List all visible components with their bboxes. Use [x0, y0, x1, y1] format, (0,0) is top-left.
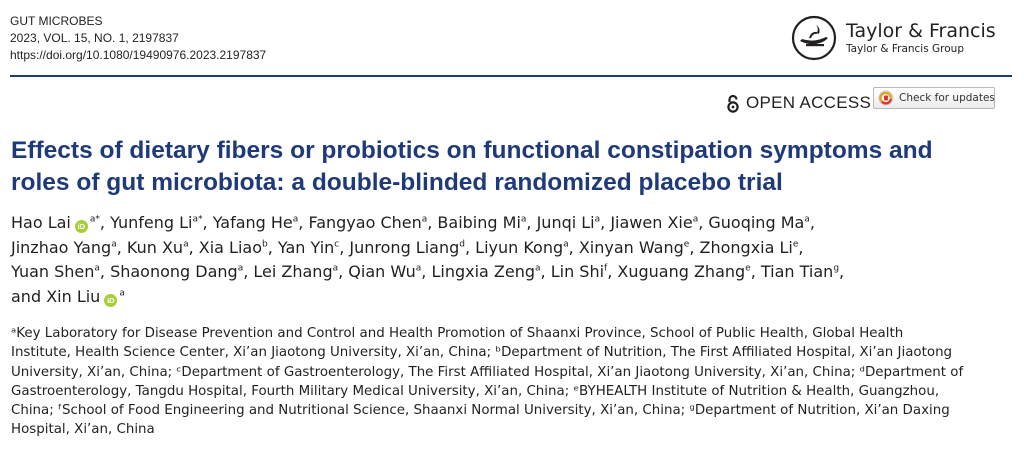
- author-superscript: f: [604, 263, 608, 274]
- author-superscript: a: [237, 263, 244, 274]
- author-line: [11, 285, 844, 310]
- affiliation-line: Hospital, Xi’an, China: [11, 422, 155, 438]
- author-name[interactable]: , Yan Yin: [267, 237, 335, 257]
- article-title: [11, 135, 1016, 199]
- author-superscript: a: [183, 239, 189, 250]
- author-separator: ,: [839, 262, 845, 281]
- author-name[interactable]: , Shaonong Dang: [99, 262, 238, 281]
- author-line: [11, 260, 844, 285]
- taylor-francis-lamp-logo-icon: [790, 14, 838, 62]
- author-superscript: a: [415, 263, 422, 274]
- author-name[interactable]: , Liyun Kong: [464, 237, 564, 257]
- author-name[interactable]: , Junrong Liang: [339, 237, 460, 257]
- author-superscript: a: [692, 214, 699, 225]
- affiliation-line: Gastroenterology, Tangdu Hospital, Fourth Military Medical University, Xi’an, China; ᵉBYHEALTH Institute of Nutrition & Health, Guangzhou,: [11, 383, 940, 399]
- author-superscript: d: [459, 239, 465, 250]
- author-name[interactable]: , Jiawen Xie: [600, 213, 693, 232]
- open-access-badge: [726, 93, 871, 113]
- journal-name: GUT MICROBES: [10, 14, 103, 28]
- author-name[interactable]: , Xuguang Zhang: [607, 262, 746, 281]
- author-superscript: a: [535, 263, 541, 274]
- author-name[interactable]: , Guoqing Ma: [698, 213, 805, 232]
- check-updates-icon: [878, 90, 894, 106]
- author-superscript: g: [833, 263, 840, 274]
- title-line: Effects of dietary fibers or probiotics on functional constipation symptoms and: [11, 137, 933, 164]
- affiliation-line: Institute, Health Science Center, Xi’an Jiaotong University, Xi’an, China; ᵇDepartment of Nutrition, The First Affiliated Hospital, Xi’an Jiaotong: [11, 345, 953, 361]
- check-for-updates-button[interactable]: [873, 87, 995, 109]
- journal-doi-link[interactable]: https://doi.org/10.1080/19490976.2023.2197837: [10, 48, 267, 62]
- author-name[interactable]: , Yunfeng Li: [99, 213, 193, 232]
- journal-info: [10, 13, 266, 64]
- author-superscript: a: [119, 288, 125, 299]
- author-list: [11, 211, 844, 309]
- author-superscript: a: [111, 239, 117, 250]
- author-superscript: e: [792, 239, 799, 250]
- publisher-group: Taylor & Francis Group: [846, 43, 964, 55]
- orcid-icon[interactable]: iD: [75, 220, 88, 233]
- author-name[interactable]: , Lingxia Zeng: [421, 262, 536, 281]
- author-superscript: a: [421, 214, 428, 225]
- author-superscript: c: [334, 239, 340, 250]
- affiliation-line: China; ᶠSchool of Food Engineering and Nutritional Science, Shaanxi Normal University, Xi’an, China; ᵍDepartment of Nutrition, Xi’an Daxing: [11, 403, 950, 419]
- orcid-icon[interactable]: iD: [104, 294, 117, 307]
- author-line: [11, 236, 844, 261]
- author-name[interactable]: , Qian Wu: [338, 262, 416, 281]
- author-name[interactable]: , Baibing Mi: [427, 213, 521, 232]
- author-name[interactable]: , Xinyan Wang: [568, 237, 684, 257]
- journal-volume: 2023, VOL. 15, NO. 1, 2197837: [10, 31, 179, 45]
- author-superscript: a: [804, 214, 810, 225]
- header-divider: [10, 75, 1012, 77]
- author-name[interactable]: , Xia Liao: [188, 237, 262, 257]
- author-name[interactable]: , Lei Zhang: [243, 262, 333, 281]
- author-separator: ,: [809, 213, 815, 232]
- author-name[interactable]: Hao Lai: [11, 213, 71, 232]
- author-superscript: e: [745, 263, 751, 274]
- author-superscript: a*: [192, 214, 203, 225]
- title-line: roles of gut microbiota: a double-blinded randomized placebo trial: [11, 169, 783, 196]
- author-name[interactable]: , Yafang He: [202, 213, 293, 232]
- author-superscript: a: [292, 214, 299, 225]
- author-superscript: a: [594, 214, 601, 225]
- author-name[interactable]: , Tian Tian: [750, 262, 834, 281]
- open-lock-icon: [726, 94, 740, 113]
- publisher-name: Taylor & Francis: [846, 20, 996, 42]
- author-name[interactable]: and Xin Liu: [11, 286, 101, 306]
- author-superscript: e: [683, 239, 690, 250]
- affiliations: [11, 324, 963, 440]
- affiliation-line: University, Xi’an, China; ᶜDepartment of Gastroenterology, The First Affiliated Hospital, Xi’an Jiaotong University, Xi’an, China; ᵈDepartment of: [11, 364, 964, 380]
- author-superscript: a: [563, 239, 569, 250]
- author-superscript: a: [94, 263, 100, 274]
- author-name[interactable]: Yuan Shen: [11, 262, 95, 281]
- publisher-logo[interactable]: [790, 12, 996, 64]
- affiliation-line: ᵃKey Laboratory for Disease Prevention and Control and Health Promotion of Shaanxi Province, School of Public Health, Global Health: [11, 326, 904, 341]
- author-name[interactable]: , Fangyao Chen: [298, 213, 422, 232]
- author-superscript: a: [332, 263, 339, 274]
- author-line: [11, 211, 844, 236]
- author-name[interactable]: , Kun Xu: [116, 237, 184, 257]
- author-name[interactable]: , Lin Shi: [540, 262, 605, 281]
- author-superscript: a*: [89, 214, 100, 225]
- author-name[interactable]: Jinzhao Yang: [11, 237, 112, 257]
- author-name[interactable]: , Zhongxia Li: [689, 237, 793, 257]
- check-for-updates-label: Check for updates: [899, 92, 995, 104]
- author-separator: ,: [798, 237, 804, 257]
- author-superscript: b: [262, 239, 268, 250]
- author-name[interactable]: , Junqi Li: [526, 213, 595, 232]
- open-access-label: OPEN ACCESS: [746, 93, 872, 112]
- author-superscript: a: [520, 214, 527, 225]
